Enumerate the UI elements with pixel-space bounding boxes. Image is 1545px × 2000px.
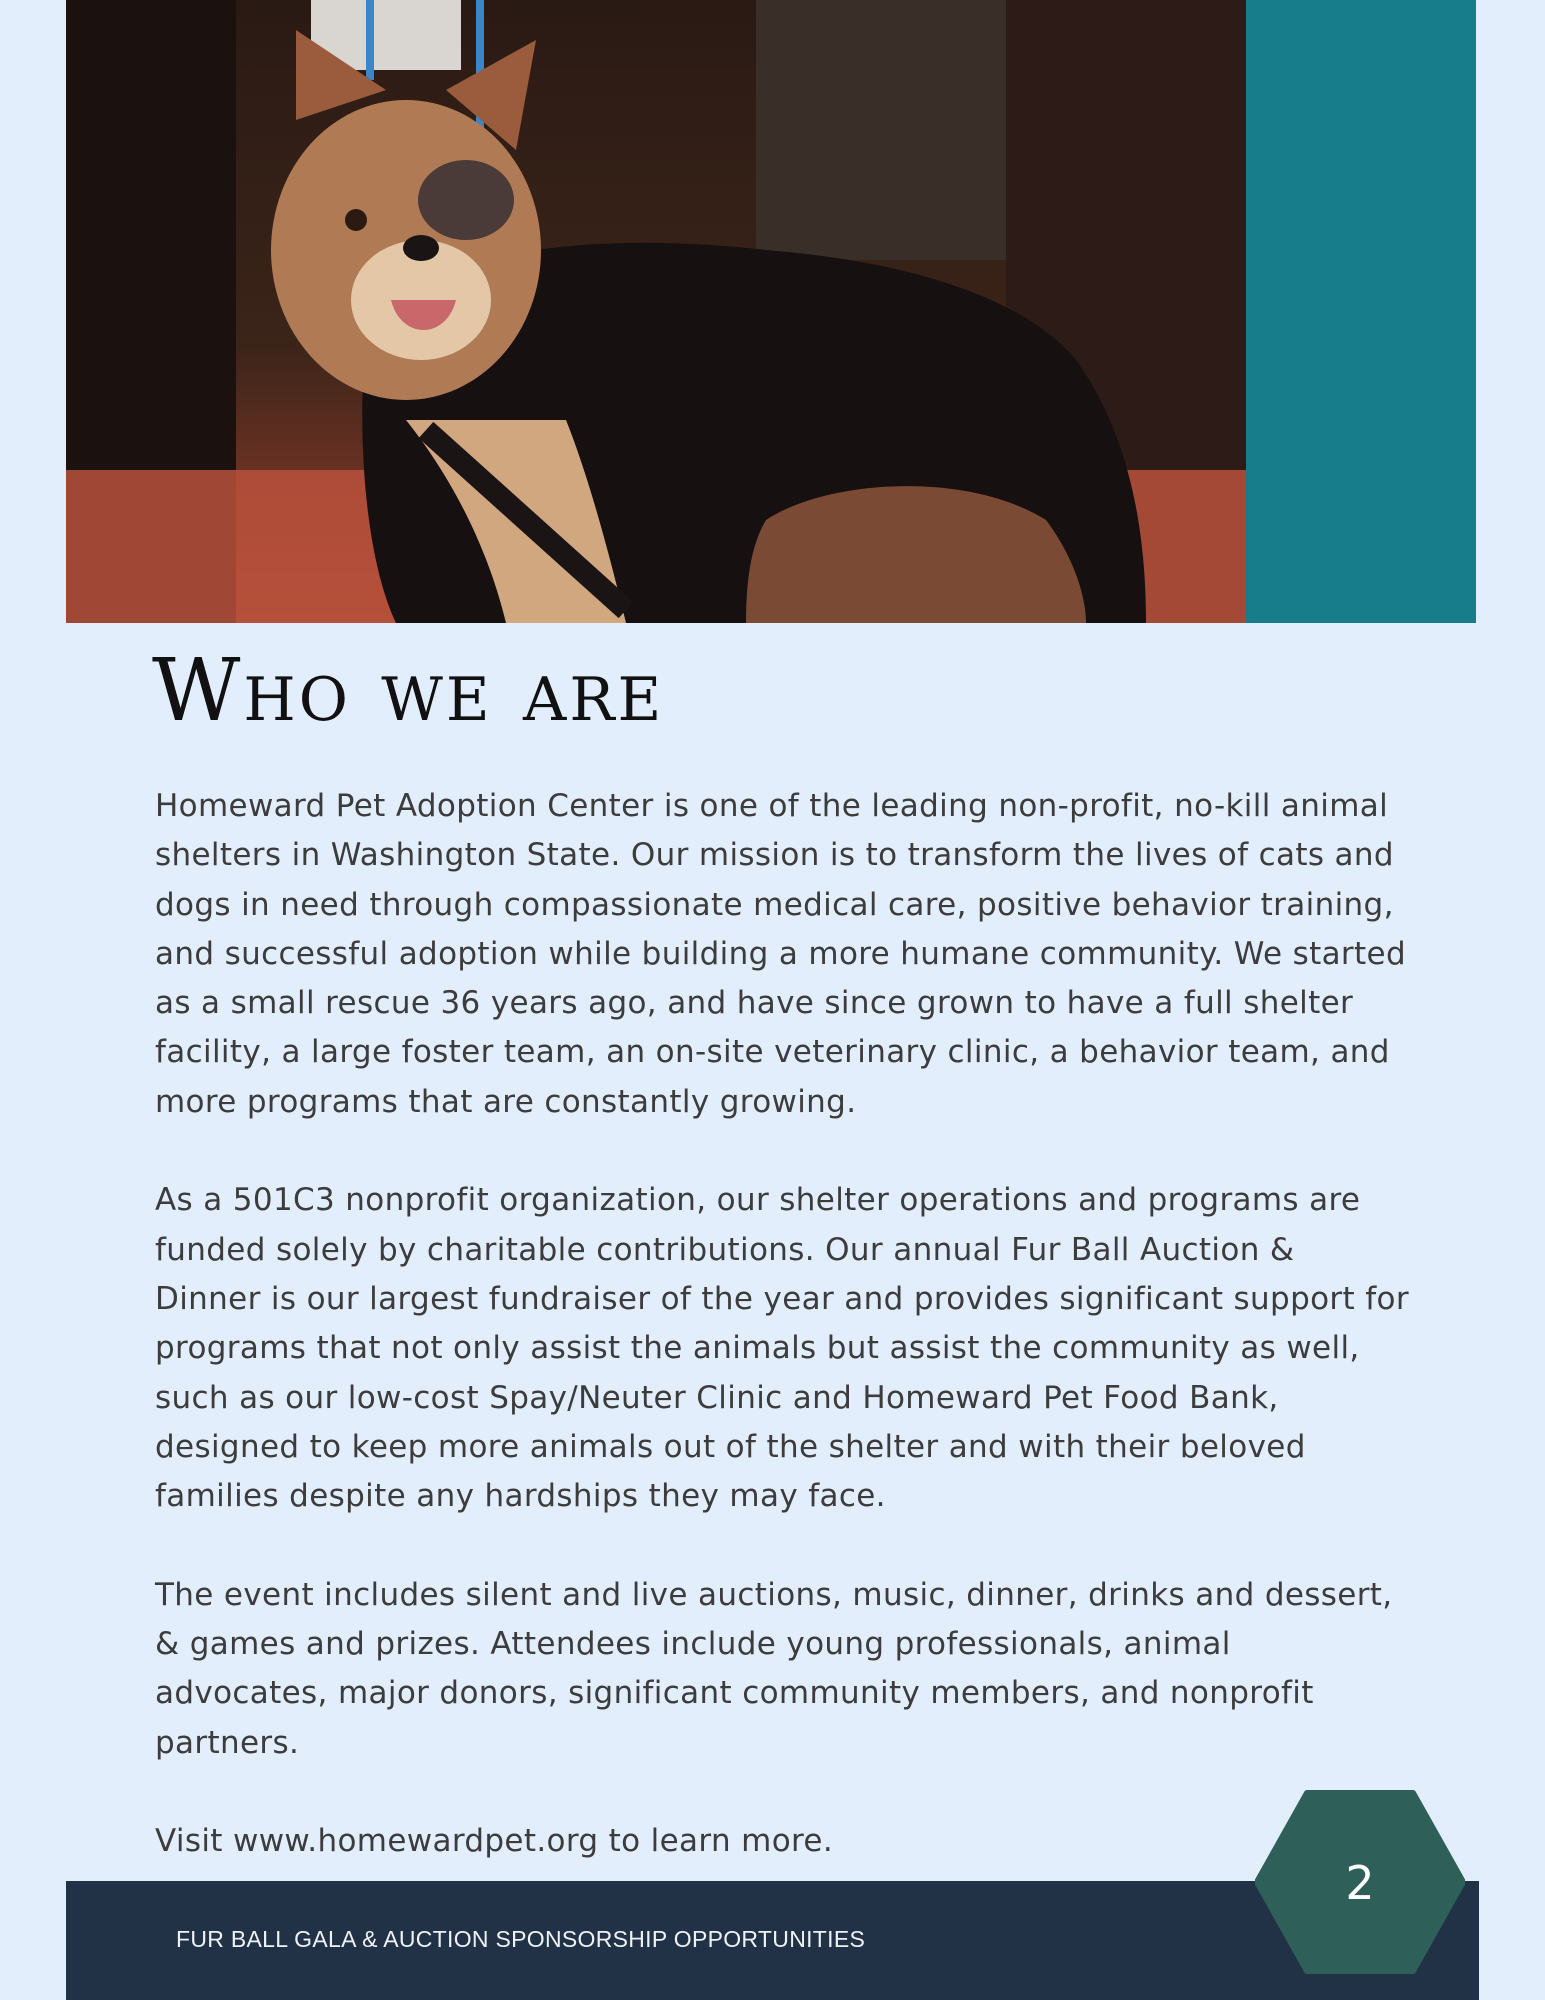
dog-photo [66,0,1246,623]
paragraph-mission: Homeward Pet Adoption Center is one of the leading non-profit, no-kill animal shelters in Washington State. Our mission is to transform the lives of cats and dogs in need through compassionate medical care, positive behavior training, and successful adoption while building a more humane community. We started as a small rescue 36 years ago, and have since grown to have a full shelter facility, a large foster team, an on-site veterinary clinic, a behavior team, and more programs that are constantly growing. [155,788,1406,1120]
dog-eye-patch [418,160,514,240]
dog-nose [403,235,439,261]
leash [366,0,374,80]
page-number: 2 [1345,1856,1375,1910]
paragraph-website: Visit www.homewardpet.org to learn more. [155,1823,834,1860]
section-body [155,782,1410,1867]
background-person-right [756,0,1006,260]
teal-accent-panel [1246,0,1476,623]
section-heading: Who we are [152,641,665,741]
paragraph-fundraising: As a 501C3 nonprofit organization, our shelter operations and programs are funded solely by charitable contributions. Our annual Fur Ball Auction & Dinner is our largest fundraiser of the year and provides significant support for programs that not only assist the animals but assist the community as well, such as our low-cost Spay/Neuter Clinic and Homeward Pet Food Bank, designed to keep more animals out of the shelter and with their beloved families despite any hardships they may face. [155,1182,1409,1515]
footer-title: FUR BALL GALA & AUCTION SPONSORSHIP OPPORTUNITIES [176,1926,866,1952]
hero-photo [66,0,1246,623]
dog-eye [345,209,367,231]
paragraph-event: The event includes silent and live auctions, music, dinner, drinks and dessert, & games and prizes. Attendees include young professionals, animal advocates, major donors, significant community members, and nonprofit partners. [155,1576,1393,1761]
